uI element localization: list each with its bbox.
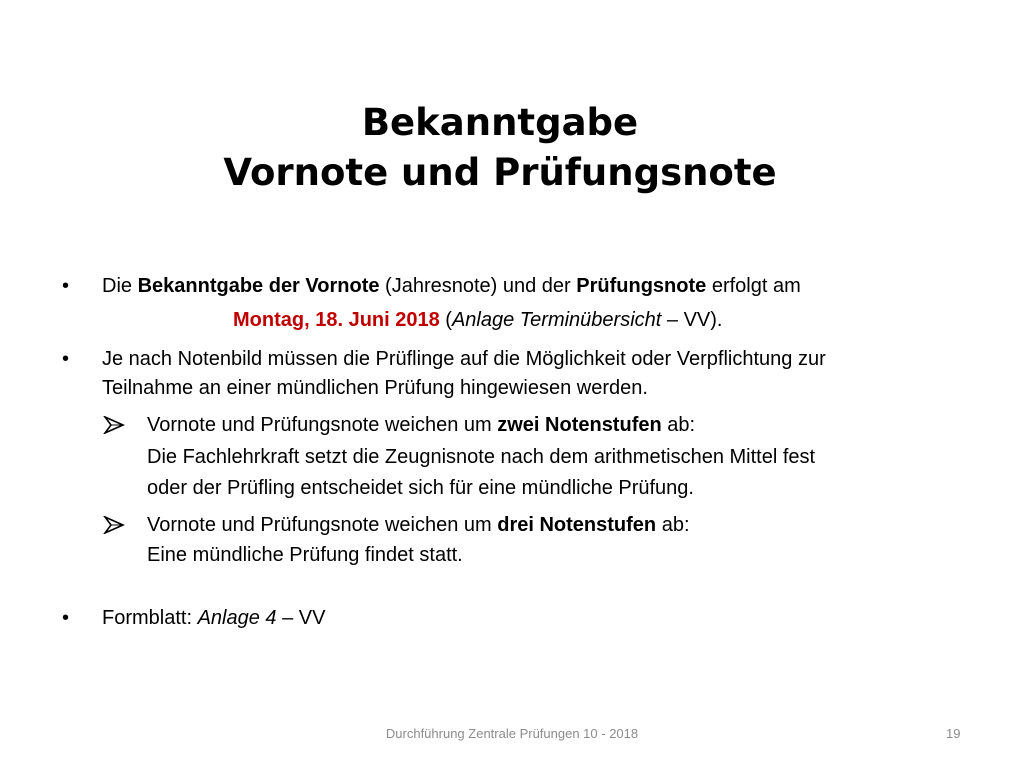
bullet-3-line-1: Formblatt: Anlage 4 – VV: [102, 607, 326, 629]
bullet-2-line-1: Je nach Notenbild müssen die Prüflinge auf die Möglichkeit oder Verpflichtung zur: [102, 348, 826, 370]
bold-text: zwei Notenstufen: [497, 414, 662, 436]
arrow-bullet-icon: [103, 511, 129, 540]
bold-text: Prüfungsnote: [576, 275, 707, 297]
arrow-bullet-icon: [103, 411, 129, 440]
slide-footer: Durchführung Zentrale Prüfungen 10 - 2018: [385, 726, 639, 741]
italic-text: Anlage 4: [197, 607, 277, 629]
bullet-1-line-2: Montag, 18. Juni 2018 (Anlage Terminübersicht – VV).: [233, 309, 723, 331]
sub-bullet-1-line-2: Die Fachlehrkraft setzt die Zeugnisnote nach dem arithmetischen Mittel fest: [147, 446, 816, 468]
sub-bullet-1-line-3: oder der Prüfling entscheidet sich für eine mündliche Prüfung.: [147, 477, 694, 499]
bullet-1-line-1: Die Bekanntgabe der Vornote (Jahresnote) und der Prüfungsnote erfolgt am: [102, 275, 801, 297]
slide-number: 19: [946, 726, 961, 741]
bullet-marker: •: [62, 607, 70, 629]
sub-bullet-2-line-2: Eine mündliche Prüfung findet statt.: [147, 544, 463, 566]
bullet-marker: •: [62, 275, 70, 297]
bold-text: Bekanntgabe der Vornote: [137, 275, 380, 297]
title-line-2: Vornote und Prüfungsnote: [223, 151, 777, 194]
bold-text: drei Notenstufen: [497, 514, 657, 536]
sub-bullet-2-line-1: Vornote und Prüfungsnote weichen um drei Notenstufen ab:: [147, 514, 690, 536]
bullet-marker: •: [62, 348, 70, 370]
bullet-2-line-2: Teilnahme an einer mündlichen Prüfung hingewiesen werden.: [102, 377, 648, 399]
title-line-1: Bekanntgabe: [361, 101, 639, 144]
sub-bullet-1-line-1: Vornote und Prüfungsnote weichen um zwei Notenstufen ab:: [147, 414, 696, 436]
announcement-date: Montag, 18. Juni 2018: [233, 309, 440, 331]
italic-text: Anlage Terminübersicht: [451, 309, 662, 331]
